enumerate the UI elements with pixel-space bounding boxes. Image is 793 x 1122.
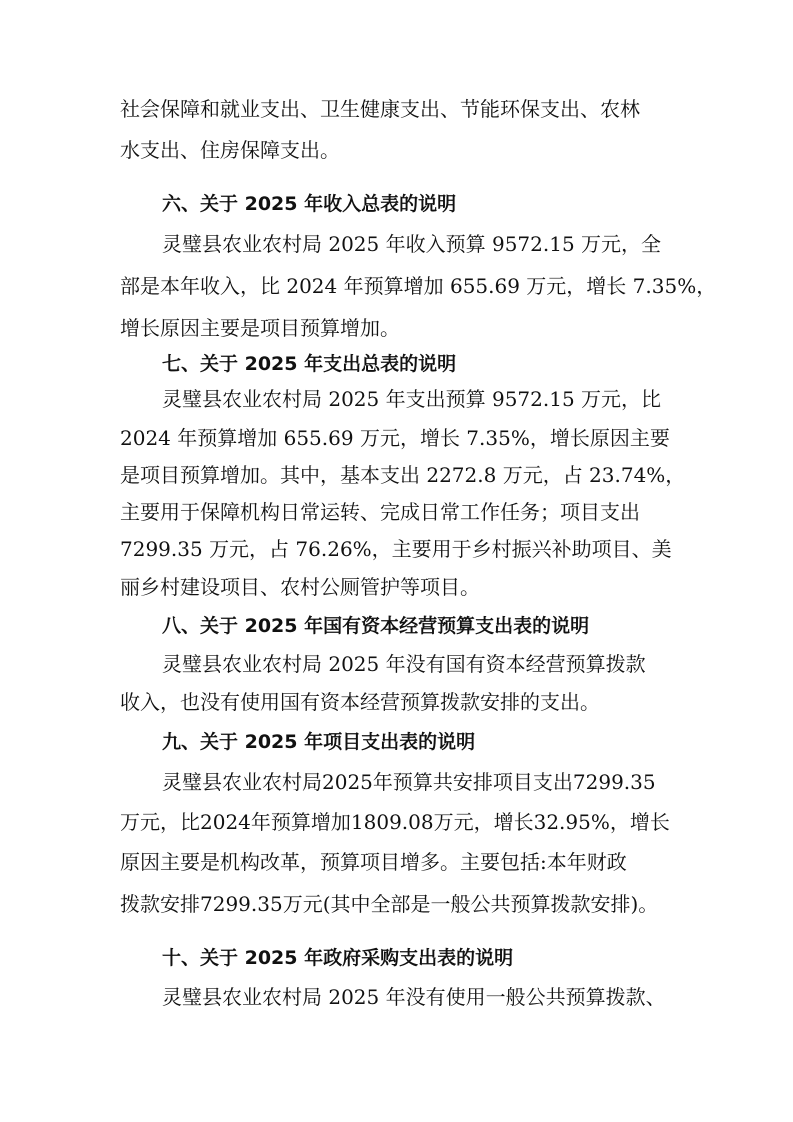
body-text-line: 增长原因主要是项目预算增加。 — [120, 316, 400, 340]
body-text-line: 灵璧县农业农村局 2025 年没有使用一般公共预算拨款、 — [162, 985, 666, 1009]
section-heading-7: 七、关于 2025 年支出总表的说明 — [162, 353, 457, 375]
body-text-line: 是项目预算增加。其中，基本支出 2272.8 万元，占 23.74%， — [120, 463, 686, 487]
body-text-line: 灵璧县农业农村局 2025 年支出预算 9572.15 万元，比 — [162, 387, 662, 411]
body-text-line: 收入，也没有使用国有资本经营预算拨款安排的支出。 — [120, 690, 600, 714]
section-heading-8: 八、关于 2025 年国有资本经营预算支出表的说明 — [162, 615, 590, 637]
body-text-line: 7299.35 万元，占 76.26%，主要用于乡村振兴补助项目、美 — [120, 537, 672, 561]
body-text-line: 灵璧县农业农村局 2025 年没有国有资本经营预算拨款 — [162, 652, 646, 676]
body-text-line: 社会保障和就业支出、卫生健康支出、节能环保支出、农林 — [120, 97, 640, 121]
body-text-line: 主要用于保障机构日常运转、完成日常工作任务；项目支出 — [120, 500, 640, 524]
section-heading-9: 九、关于 2025 年项目支出表的说明 — [162, 731, 476, 753]
body-text-line: 拨款安排7299.35万元(其中全部是一般公共预算拨款安排)。 — [120, 892, 659, 916]
body-text-line: 2024 年预算增加 655.69 万元，增长 7.35%，增长原因主要 — [120, 426, 670, 450]
body-text-line: 丽乡村建设项目、农村公厕管护等项目。 — [120, 575, 480, 599]
body-text-line: 水支出、住房保障支出。 — [120, 138, 340, 162]
body-text-line: 原因主要是机构改革，预算项目增多。主要包括:本年财政 — [120, 850, 627, 874]
body-text-line: 灵璧县农业农村局2025年预算共安排项目支出7299.35 — [162, 770, 656, 794]
body-text-line: 部是本年收入，比 2024 年预算增加 655.69 万元，增长 7.35%， — [120, 274, 717, 298]
section-heading-10: 十、关于 2025 年政府采购支出表的说明 — [162, 947, 514, 969]
section-heading-6: 六、关于 2025 年收入总表的说明 — [162, 193, 457, 215]
body-text-line: 灵璧县农业农村局 2025 年收入预算 9572.15 万元，全 — [162, 232, 662, 256]
body-text-line: 万元，比2024年预算增加1809.08万元，增长32.95%，增长 — [120, 810, 670, 834]
